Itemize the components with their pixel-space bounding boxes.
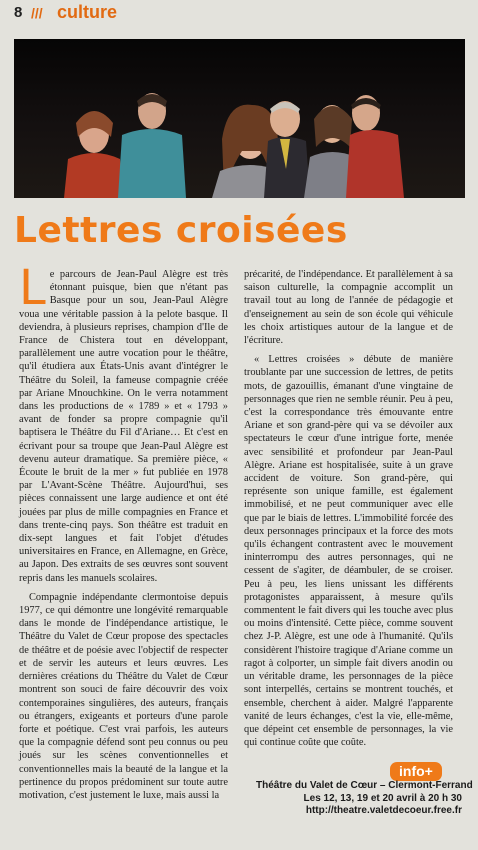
page-number: 8	[14, 4, 23, 21]
section-separator: ///	[31, 5, 43, 21]
article-paragraph: Le parcours de Jean-Paul Alègre est très étonnant puisque, bien que n'étant pas Basque pour un sou, Jean-Paul Alègre voua une véritable passion à la pelote basque. Il deviendra, à plusieurs reprises, champion d'Ile de France de Chistera tout en développant, parallèlement une autre vocation pour le théâtre, qu'il étudiera aux États-Unis avant d'intégrer le Théâtre du Soleil, la fameuse compagnie créée par Ariane Mnouchkine. On le verra notamment dans les productions de « 1789 » et « 1793 » avant de fonder sa propre compagnie qu'il baptisera le Théâtre du Fil d'Ariane… Et c'est en écrivant pour sa troupe que Jean-Paul Alègre est devenu auteur dramatique. Sa première pièce, « Écoute le bruit de la mer » fut publiée en 1978 par L'Avant-Scène Théâtre. Aujourd'hui, ses pièces connaissent une large audience et ont été jouées par plus de mille compagnies en France et dans trente-cinq pays. Son théâtre est traduit en dix-sept langues et fait l'objet d'études universitaires en France, en Allemagne, en Grèce, au Japon. Des extraits de ses œuvres sont souvent repris dans les manuels scolaires.	[19, 260, 228, 584]
troupe-photo	[14, 39, 465, 198]
article-paragraph: précarité, de l'indépendance. Et parallèlement à sa saison culturelle, la compagnie accomplit un travail tout au long de l'année de pédagogie et d'enseignement au sein de son école qui véhicule les choix artistiques autour de la langue et de l'écriture.	[244, 269, 453, 347]
performance-dates: Les 12, 13, 19 et 20 avril à 20 h 30	[303, 792, 462, 804]
article-column-right	[244, 268, 453, 755]
info-badge: info+	[390, 762, 442, 781]
info-box	[256, 780, 473, 818]
troupe-photo-illustration	[14, 39, 465, 198]
article-title: Lettres croisées	[14, 210, 348, 251]
article-paragraph: « Lettres croisées » débute de manière troublante par une succession de lettres, de petits mots, de gazouillis, émanant d'une vingtaine de personnages que rien ne semble réunir. Peu à peu, c'est la correspondance très émouvante entre Ariane et son grand-père qui va se dévoiler aux spectateurs le cœur d'une intrigue forte, menée avec sensibilité et profondeur par Jean-Paul Alègre. Ariane est hospitalisée, suite à un grave accident de voiture. Son grand-père, qui représente son unique famille, est également immobilisé, et ne peut communiquer avec elle que par le biais de lettres. L'immobilité forcée des deux personnages principaux et la force des mots qu'ils échangent contrastent avec le mouvement ininterrompu des autres personnages, qui ne cessent de s'agiter, de déambuler, de se croiser. Peu à peu, les liens unissant les différents protagonistes apparaissent, à mesure qu'ils commentent le fait divers qui les touche avec plus ou moins d'intensité. Cette pièce, comme souvent chez J-P. Alègre, est une ode à l'humanité. Qu'ils considèrent l'histoire tragique d'Ariane comme un ragot à colporter, un simple fait divers anodin ou un véritable drame, les personnages de la pièce sont interpellés, certains se montrent touchés, et ensemble, cherchent à aider. Malgré l'apparente vanité de leurs échanges, c'est la vie, elle-même, que dépeint cet ensemble de personnages, la vie qui continue coûte que coûte.	[244, 354, 453, 749]
venue-name: Théâtre du Valet de Cœur – Clermont-Ferrand	[256, 780, 473, 791]
article-paragraph: Compagnie indépendante clermontoise depuis 1977, ce qui démontre une longévité remarquable dans le monde de l'indépendance artistique, le Théâtre du Valet de Cœur propose des spectacles de théâtre et de poésie avec l'objectif de respecter et de servir les auteurs et leurs œuvres. Les dernières créations du Théâtre du Valet de Cœur montrent son souci de faire découvrir des voix contemporaines singulières, des auteurs, français ou étrangers, exigeants et porteurs d'une parole forte et poétique. C'est vrai parfois, les auteurs que la compagnie défend sont peu connus ou peu joués sur les scènes conventionnelles et conventionnelles mais la beauté de la langue et la pertinence du propos prédominent sur toute autre motivation, c'est justement le luxe, mais aussi la	[19, 591, 228, 801]
article-column-left	[19, 260, 228, 808]
section-label: culture	[57, 2, 118, 22]
website-link[interactable]: http://theatre.valetdecoeur.free.fr	[305, 805, 462, 816]
